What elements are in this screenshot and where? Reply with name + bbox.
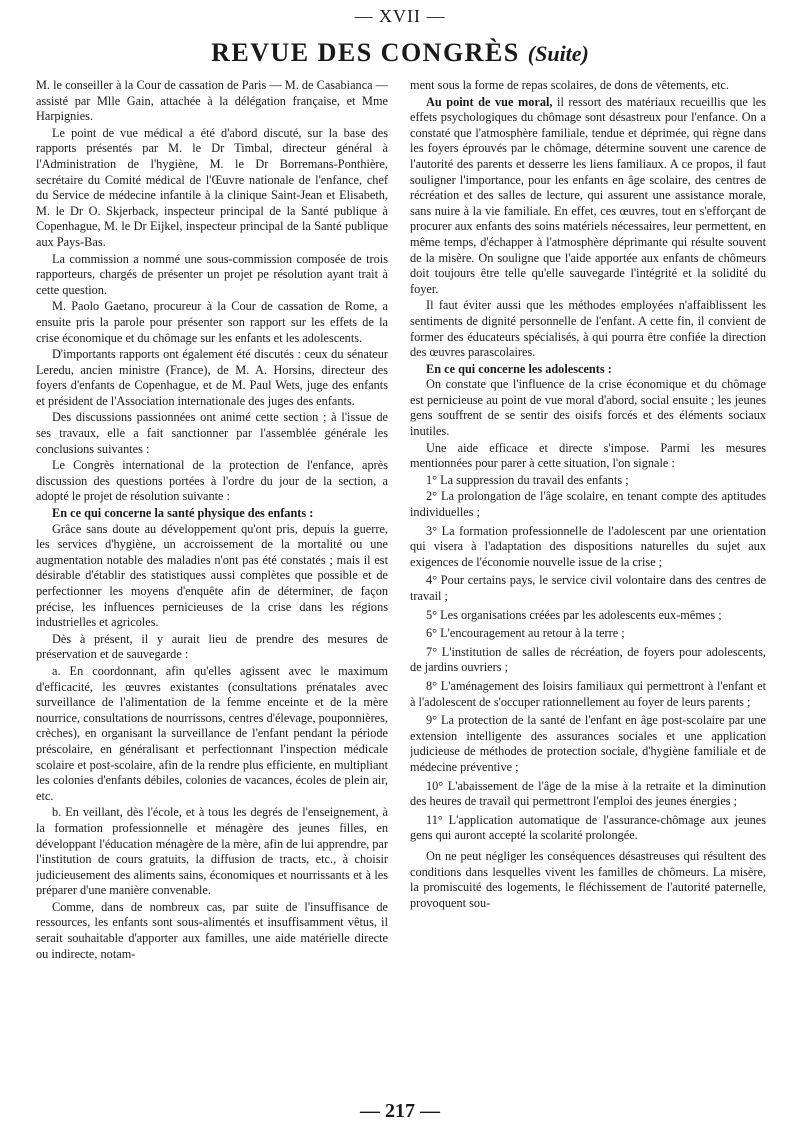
journal-title-main: REVUE DES CONGRÈS — [211, 38, 520, 67]
paragraph: D'importants rapports ont également été discutés : ceux du sénateur Leredu, ancien ministre (France), de M. A. Horsins, directeur des foyers d'enfants de Copenhague, et de M. Paul Wets, juge des enfants et président de l'Association internationale des juges des enfants. — [36, 347, 388, 408]
paragraph: Le Congrès international de la protection de l'enfance, après discussion des questions portées à l'ordre du jour de la section, a adopté le projet de résolution suivante : — [36, 458, 388, 504]
paragraph-text: il ressort des matériaux recueillis que les effets psychologiques du chômage sont désastreux pour l'enfance. On a constaté que l'atmosphère familiale, tendue et déprimée, qui règne dans les foyers éprouvés par le chômage, détermine souvent une carence de l'autorité des parents et desserre les liens familiaux. A ce propos, il faut souligner l'importance, pour les enfants en âge scolaire, des centres de récréation et des salles de lecture, qui assurent une assistance morale, sans nuire à la vie familiale. En effet, ces œuvres, tout en s'efforçant de procurer aux enfants des soins matériels nécessaires, leur permettent, en même temps, d'échapper à l'atmosphère déprimante qui résulte souvent de la misère. On souligne que l'aide apportée aux enfants de chômeurs doit toujours être telle qu'elle sauvegarde l'intégrité et la solidité du foyer. — [410, 94, 766, 296]
paragraph: M. Paolo Gaetano, procureur à la Cour de cassation de Rome, a ensuite pris la parole pour présenter son rapport sur les effets de la crise économique et du chômage sur les enfants et les adolescents. — [36, 299, 388, 345]
journal-title — [0, 38, 800, 68]
paragraph: a. En coordonnant, afin qu'elles agissent avec le maximum d'efficacité, les œuvres existantes (consultations prénatales avec surveillance de l'alimentation de la femme enceinte et de la mère nourrice, consultations de nourrissons, centres d'élevage, pouponnières, crèches), en organisant la surveillance de l'enfant pendant la période préscolaire, en généralisant et perfectionnant l'inspection médicale scolaire et post-scolaire, afin de la rendre plus efficiente, en multipliant les colonies d'enfants débiles, colonies de vacances, écoles de plein air, etc. — [36, 663, 388, 803]
paragraph: Le point de vue médical a été d'abord discuté, sur la base des rapports présentés par M. le Dr Timbal, directeur général à l'Administration de l'hygiène, M. le Dr Borremans-Ponthière, secrétaire du Comité médical de l'Œuvre nationale de l'enfance, chef du Service de médecine infantile à la clinique Saint-Jean et Elisabeth, M. le Dr O. Skjerback, inspecteur principal de la Santé publique à Copenhague, M. le Dr Eijkel, inspecteur principal de la Santé publique aux Pays-Bas. — [36, 125, 388, 249]
section-heading: En ce qui concerne la santé physique des enfants : — [52, 506, 314, 521]
list-item: 4° Pour certains pays, le service civil volontaire dans des centres de travail ; — [410, 573, 766, 603]
paragraph: Grâce sans doute au développement qu'ont pris, depuis la guerre, les services d'hygiène, un accroissement de la mortalité ou une augmentation notable des maladies n'ont pas été constatés ; mais il est désirable d'établir des statistiques aussi complètes que possible et de perfectionner les moyens d'enquête afin de déterminer, de façon précise, les influences pernicieuses de la crise dans les régions industrielles et agricoles. — [36, 521, 388, 630]
left-column — [36, 78, 388, 1088]
list-item: 10° L'abaissement de l'âge de la mise à la retraite et la diminution des heures de travail qui permettront l'emploi des jeunes énergies ; — [410, 778, 766, 809]
paragraph: Dès à présent, il y aurait lieu de prendre des mesures de préservation et de sauvegarde : — [36, 631, 388, 662]
lead-heading: Au point de vue moral, — [426, 94, 553, 109]
paragraph: ment sous la forme de repas scolaires, de dons de vêtements, etc. — [410, 78, 729, 92]
list-item: 5° Les organisations créées par les adolescents eux-mêmes ; — [426, 607, 722, 622]
paragraph: Comme, dans de nombreux cas, par suite de l'insuffisance de ressources, les enfants sont sous-alimentés et insuffisamment vêtus, il serait souhaitable d'apporter aux familles, une aide matérielle directe ou indirecte, notam- — [36, 899, 388, 961]
list-item: 11° L'application automatique de l'assurance-chômage aux jeunes gens qui auront accepté la scolarité prolongée. — [410, 812, 766, 843]
paragraph: Il faut éviter aussi que les méthodes employées n'affaiblissent les sentiments de dignité personnelle de l'enfant. A cette fin, il convient de former des éducateurs spécialisés, à qui pourra être confiée la direction des œuvres parascolaires. — [410, 298, 766, 360]
list-item: 7° L'institution de salles de récréation, de foyers pour adolescents, de jardins ouvriers ; — [410, 644, 766, 675]
list-item: 8° L'aménagement des loisirs familiaux qui permettront à l'enfant et à l'adolescent de s'occuper rationnellement au foyer de leurs parents ; — [410, 678, 766, 709]
paragraph: On ne peut négliger les conséquences désastreuses qui résultent des conditions dans lesquelles vivent les familles de chômeurs. La misère, la promiscuité des logements, le fléchissement de l'autorité paternelle, provoquent sou- — [410, 848, 766, 910]
section-heading: En ce qui concerne les adolescents : — [426, 361, 612, 376]
paragraph: La commission a nommé une sous-commission composée de trois rapporteurs, chargés de présenter un projet pe résolution ayant trait à cette question. — [36, 251, 388, 297]
journal-title-suffix: (Suite) — [527, 41, 589, 66]
list-item: 9° La protection de la santé de l'enfant en âge post-scolaire par une extension intelligente des assurances sociales et une application judicieuse de méthodes de protection sociale, d'hygiène familiale et de médecine préventive ; — [410, 713, 766, 774]
list-item: 3° La formation professionnelle de l'adolescent par une orientation qui visera à l'adaptation des dispositions naturelles du sujet aux exigences de l'économie nouvelle issue de la crise ; — [410, 523, 766, 569]
paragraph — [410, 95, 766, 298]
paragraph: On constate que l'influence de la crise économique et du chômage est pernicieuse au point de vue moral d'abord, social ensuite ; les jeunes gens souffrent de se sentir des oisifs forcés et des éléments sociaux inutiles. — [410, 377, 766, 439]
page-number: — 217 — — [360, 1100, 440, 1122]
paragraph: Une aide efficace et directe s'impose. Parmi les mesures mentionnées pour parer à cette situation, l'on signale : — [410, 440, 766, 471]
running-head: — XVII — — [354, 6, 446, 26]
list-item: 2° La prolongation de l'âge scolaire, en tenant compte des aptitudes individuelles ; — [410, 489, 766, 520]
list-item: 1° La suppression du travail des enfants ; — [426, 472, 629, 487]
paragraph: M. le conseiller à la Cour de cassation de Paris — M. de Casabianca — assisté par Mlle Gain, attachée à la délégation française, et Mme Harpignies. — [36, 78, 388, 124]
list-item: 6° L'encouragement au retour à la terre ; — [426, 626, 625, 641]
paragraph: b. En veillant, dès l'école, et à tous les degrés de l'enseignement, à la formation professionnelle et ménagère des jeunes filles, en développant l'éducation ménagère de la mère, afin de lui apprendre, par l'institution de cours gratuits, la diffusion de tracts, etc., à choisir judicieusement des aliments sains, économiques et nourrissants et à les préparer d'une manière convenable. — [36, 805, 388, 898]
right-column — [410, 78, 766, 1088]
paragraph: Des discussions passionnées ont animé cette section ; à l'issue de ses travaux, elle a fait sanctionner par l'assemblée générale les conclusions suivantes : — [36, 410, 388, 456]
